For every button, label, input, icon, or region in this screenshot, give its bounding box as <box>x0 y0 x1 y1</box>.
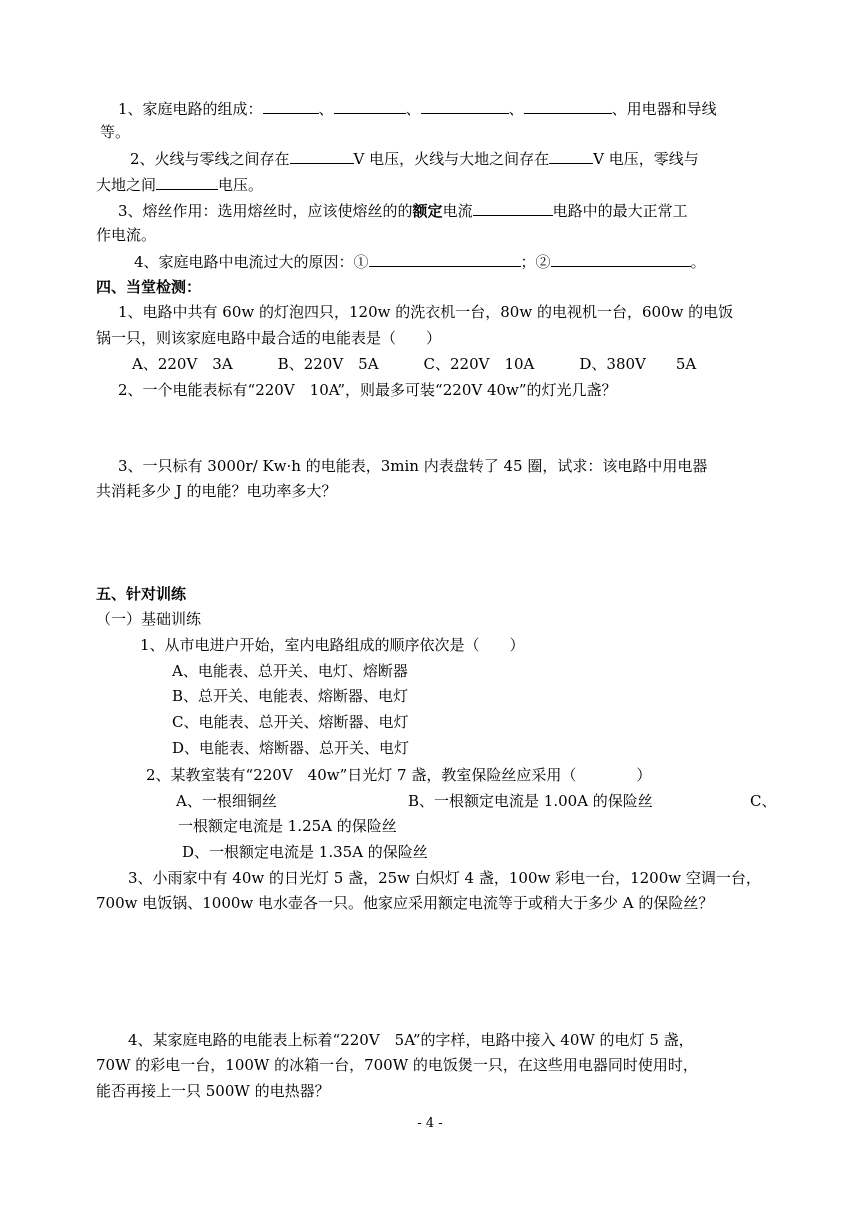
s4-q1-line1: 1、电路中共有 60w 的灯泡四只，120w 的洗衣机一台，80w 的电视机一台，600w 的电饭 <box>118 303 734 321</box>
review-q2-text: V 电压，零线与 <box>593 150 699 168</box>
s5-q4-line1: 4、某家庭电路的电能表上标着“220V 5A”的字样，电路中接入 40W 的电灯 5 盏， <box>128 1031 694 1049</box>
blank <box>549 148 593 164</box>
page-number: - 4 - <box>417 1116 443 1131</box>
review-q2-text: 2、火线与零线之间存在 <box>130 150 290 168</box>
s5-q1-option-c: C、电能表、总开关、熔断器、电灯 <box>172 713 409 731</box>
review-q2-line2 <box>96 174 263 195</box>
s4-q3-line2: 共消耗多少 J 的电能？电功率多大？ <box>96 482 337 500</box>
blank <box>524 98 612 114</box>
section4-title: 四、当堂检测： <box>96 278 202 296</box>
s4-q1-line2: 锅一只，则该家庭电路中最合适的电能表是（ ） <box>96 329 442 347</box>
section5-subtitle: （一）基础训练 <box>96 610 202 628</box>
s5-q1-stem: 1、从市电进户开始，室内电路组成的顺序依次是（ ） <box>140 636 525 654</box>
review-q2-text: 大地之间 <box>96 176 157 194</box>
review-q4-line1 <box>134 251 706 272</box>
review-q2-text: V 电压，火线与大地之间存在 <box>353 150 550 168</box>
review-q1-text: 1、家庭电路的组成： <box>118 100 263 118</box>
review-q3-text: 电路中的最大正常工 <box>552 202 688 220</box>
s5-q2-option-c-head: C、 <box>750 792 777 810</box>
s5-q2-option-b: B、一根额定电流是 1.00A 的保险丝 <box>408 792 653 810</box>
review-q3-line2: 作电流。 <box>96 226 157 244</box>
blank <box>290 148 354 164</box>
review-q4-text: ；② <box>520 253 551 271</box>
s5-q3-line1: 3、小雨家中有 40w 的日光灯 5 盏，25w 白炽灯 4 盏，100w 彩电一台，1200w 空调一台， <box>128 869 761 887</box>
review-q2-text: 电压。 <box>218 176 264 194</box>
s5-q2-option-c-tail: 一根额定电流是 1.25A 的保险丝 <box>178 817 397 835</box>
blank <box>156 174 218 190</box>
review-q4-text: 4、家庭电路中电流过大的原因：① <box>134 253 369 271</box>
s5-q1-option-b: B、总开关、电能表、熔断器、电灯 <box>172 687 409 705</box>
blank <box>473 200 553 216</box>
separator: 、 <box>318 100 334 118</box>
review-q3-text: 3、熔丝作用：选用熔丝时，应该使熔丝的的 <box>118 202 413 220</box>
section5-title: 五、针对训练 <box>96 585 187 603</box>
s5-q3-line2: 700w 电饭锅、1000w 电水壶各一只。他家应采用额定电流等于或稍大于多少 A 的保险丝？ <box>96 894 714 912</box>
review-q1-tail: 、用电器和导线 <box>611 100 717 118</box>
review-q1-line1 <box>118 98 717 119</box>
s5-q2-option-d: D、一根额定电流是 1.35A 的保险丝 <box>182 843 428 861</box>
separator: 、 <box>508 100 524 118</box>
s5-q4-line3: 能否再接上一只 500W 的电热器？ <box>96 1082 330 1100</box>
review-q3-bold: 额定 <box>412 202 443 220</box>
blank <box>551 251 691 267</box>
s5-q2-stem: 2、某教室装有“220V 40w”日光灯 7 盏，教室保险丝应采用（ ） <box>146 766 652 784</box>
s4-q1-options: A、220V 3A B、220V 5A C、220V 10A D、380V 5A <box>132 355 697 373</box>
review-q1-line2: 等。 <box>100 123 131 141</box>
review-q4-text: 。 <box>690 253 706 271</box>
blank <box>263 98 319 114</box>
review-q3-line1 <box>118 200 688 221</box>
blank <box>421 98 509 114</box>
s5-q1-option-d: D、电能表、熔断器、总开关、电灯 <box>172 739 410 757</box>
s4-q3-line1: 3、一只标有 3000r/ Kw·h 的电能表，3min 内表盘转了 45 圈，试求：该电路中用电器 <box>118 457 708 475</box>
s5-q1-option-a: A、电能表、总开关、电灯、熔断器 <box>172 662 408 680</box>
s4-q2: 2、一个电能表标有“220V 10A”，则最多可装“220V 40w”的灯光几盏？ <box>118 381 617 399</box>
blank <box>334 98 406 114</box>
review-q2-line1 <box>130 148 699 169</box>
blank <box>369 251 521 267</box>
s5-q4-line2: 70W 的彩电一台，100W 的冰箱一台，700W 的电饭煲一只，在这些用电器同时使用时， <box>96 1056 698 1074</box>
separator: 、 <box>405 100 421 118</box>
review-q3-text: 电流 <box>442 202 473 220</box>
s5-q2-option-a: A、一根细铜丝 <box>176 792 277 810</box>
